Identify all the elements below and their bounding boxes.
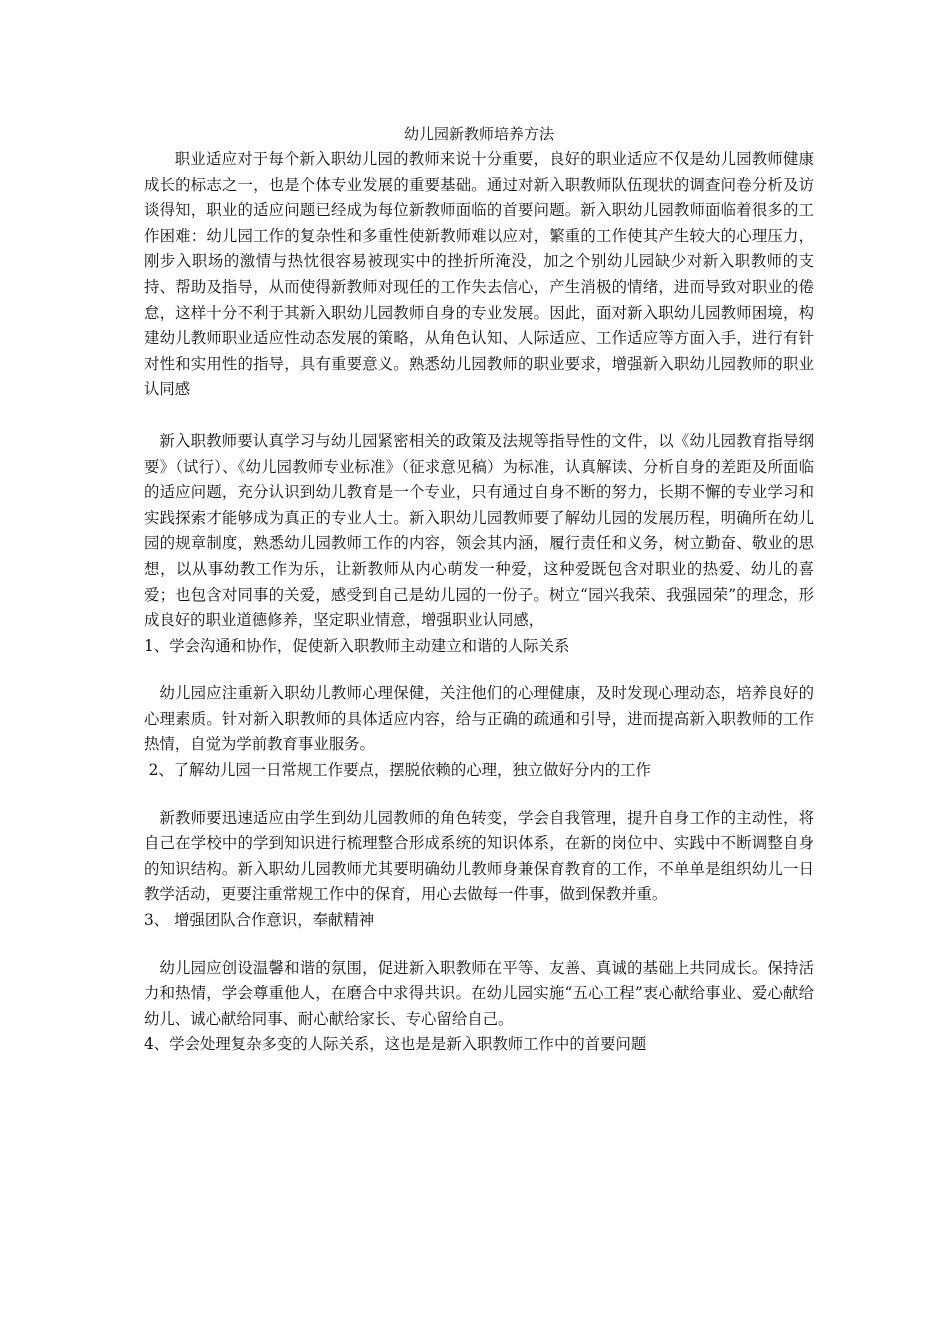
intro-paragraph: 职业适应对于每个新入职幼儿园的教师来说十分重要，良好的职业适应不仅是幼儿园教师健康成长的标志之一，也是个体专业发展的重要基础。通过对新入职教师队伍现状的调查问卷分析及访谈得知，职业的适应问题已经成为每位新教师面临的首要问题。新入职幼儿园教师面临着很多的工作困难：幼儿园工作的复杂性和多重性使新教师难以应对，繁重的工作使其产生较大的心理压力，刚步入职场的激情与热忱很容易被现实中的挫折所淹没，加之个别幼儿园缺少对新入职教师的支持、帮助及指导，从而使得新教师对现任的工作失去信心，产生消极的情绪，进而导致对职业的倦怠，这样十分不利于其新入职幼儿园教师自身的专业发展。因此，面对新入职幼儿园教师困境，构建幼儿教师职业适应性动态发展的策略，从角色认知、人际适应、工作适应等方面入手，进行有针对性和实用性的指导，具有重要意义。熟悉幼儿园教师的职业要求，增强新入职幼儿园教师的职业认同感 <box>144 150 814 399</box>
body-paragraph-4: 幼儿园应创设温馨和谐的氛围，促进新入职教师在平等、友善、真诚的基础上共同成长。保持活力和热情，学会尊重他人，在磨合中求得共识。在幼儿园实施“五心工程”衷心献给事业、爱心献给幼儿、诚心献给同事、耐心献给家长、专心留给自己。 <box>144 958 814 1028</box>
section-heading-3: 3、 增强团队合作意识，奉献精神 <box>144 911 375 930</box>
document-page <box>144 121 814 1058</box>
body-paragraph-1: 新入职教师要认真学习与幼儿园紧密相关的政策及法规等指导性的文件，以《幼儿园教育指导纲要》（试行）、《幼儿园教师专业标准》（征求意见稿）为标准，认真解读、分析自身的差距及所面临的适应问题，充分认识到幼儿教育是一个专业，只有通过自身不断的努力，长期不懈的专业学习和实践探索才能够成为真正的专业人士。新入职幼儿园教师要了解幼儿园的发展历程，明确所在幼儿园的规章制度，熟悉幼儿园教师工作的内容，领会其内涵，履行责任和义务，树立勤奋、敬业的思想，以从事幼教工作为乐，让新教师从内心萌发一种爱，这种爱既包含对职业的热爱、幼儿的喜爱；也包含对同事的关爱，感受到自己是幼儿园的一份子。树立“园兴我荣、我强园荣”的理念，形成良好的职业道德修养，坚定职业情意，增强职业认同感， <box>144 431 814 630</box>
body-paragraph-2: 幼儿园应注重新入职幼儿教师心理保健，关注他们的心理健康，及时发现心理动态，培养良好的心理素质。针对新入职教师的具体适应内容，给与正确的疏通和引导，进而提高新入职教师的工作热情，自觉为学前教育事业服务。 <box>144 684 814 754</box>
section-heading-4: 4、学会处理复杂多变的人际关系，这也是是新入职教师工作中的首要问题 <box>144 1035 647 1054</box>
body-paragraph-3: 新教师要迅速适应由学生到幼儿园教师的角色转变，学会自我管理，提升自身工作的主动性，将自己在学校中的学到知识进行梳理整合形成系统的知识体系，在新的岗位中、实践中不断调整自身的知识结构。新入职幼儿园教师尤其要明确幼儿教师身兼保育教育的工作，不单单是组织幼儿一日教学活动，更要注重常规工作中的保育，用心去做每一件事，做到保教并重。 <box>144 808 814 904</box>
section-heading-1: 1、学会沟通和协作，促使新入职教师主动建立和谐的人际关系 <box>144 636 570 655</box>
document-title: 幼儿园新教师培养方法 <box>403 125 554 143</box>
section-heading-2: 2、了解幼儿园一日常规工作要点，摆脱依赖的心理，独立做好分内的工作 <box>148 761 651 780</box>
